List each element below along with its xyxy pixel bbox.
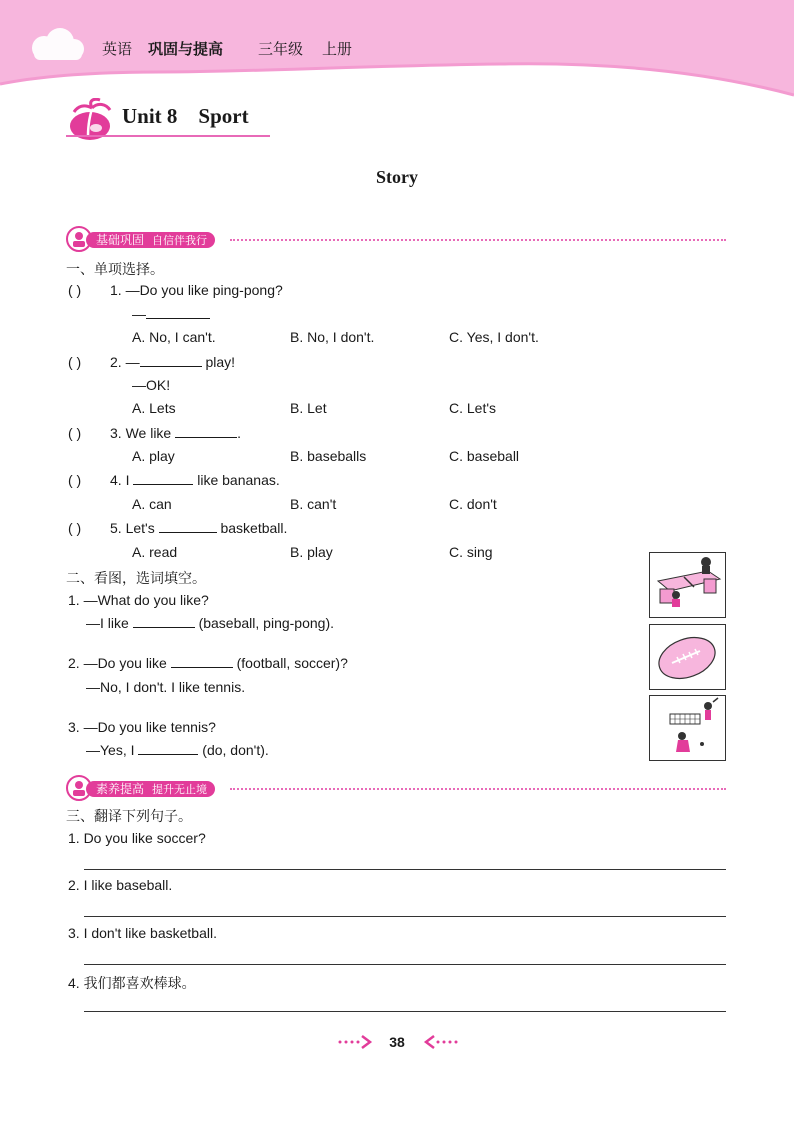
q1-option-c: C. Yes, I don't. (449, 329, 539, 345)
q5-stem: 5. Let's basketball. (110, 520, 288, 536)
answer-line-2[interactable] (84, 916, 726, 917)
header-grade: 三年级 (258, 41, 304, 58)
s2-item1-question: 1. —What do you like? (68, 592, 209, 608)
header-subject: 英语 (102, 41, 133, 58)
unit-title-underline (66, 135, 270, 137)
unit-title: Unit 8 Sport (122, 104, 249, 128)
ping-pong-picture (649, 552, 726, 618)
s2-item2-question: 2. —Do you like (football, soccer)? (68, 655, 348, 671)
s2-item3-question: 3. —Do you like tennis? (68, 719, 216, 735)
q3-paren: ( ) (68, 425, 82, 441)
banner-basic (66, 230, 728, 250)
section1-title: 一、单项选择。 (66, 261, 164, 277)
q1-answer-line: — (132, 306, 210, 322)
q1-option-b: B. No, I don't. (290, 329, 375, 345)
answer-line-4[interactable] (84, 1011, 726, 1012)
banner-basic-label: 基础巩固 (96, 233, 145, 247)
q3-option-b: B. baseballs (290, 448, 367, 464)
s3-item4: 4. 我们都喜欢棒球。 (68, 975, 196, 991)
tennis-player-icon (650, 696, 725, 760)
tennis-picture (649, 695, 726, 761)
s3-item1: 1. Do you like soccer? (68, 830, 206, 846)
banner-basic-sub: 自信伴我行 (152, 235, 208, 247)
section3-title: 三、翻译下列句子。 (66, 808, 192, 824)
q2-paren: ( ) (68, 354, 82, 370)
q4-stem: 4. I like bananas. (110, 472, 280, 488)
s3-item2: 2. I like baseball. (68, 877, 173, 893)
q4-option-b: B. can't (290, 496, 337, 512)
s2-item2-answer: —No, I don't. I like tennis. (86, 679, 246, 695)
answer-line-3[interactable] (84, 964, 726, 965)
q2-reply: —OK! (132, 377, 171, 393)
header-volume: 上册 (322, 41, 353, 58)
q2-option-a: A. Lets (132, 400, 176, 416)
banner-divider (230, 788, 726, 790)
banner-advanced (66, 779, 728, 799)
answer-line-1[interactable] (84, 869, 726, 870)
football-picture (649, 624, 726, 690)
section2-title: 二、看图，选词填空。 (66, 570, 206, 586)
q4-option-c: C. don't (449, 496, 497, 512)
q5-option-a: A. read (132, 544, 178, 560)
page-number: 38 (389, 1034, 405, 1050)
q5-option-b: B. play (290, 544, 333, 560)
q5-option-c: C. sing (449, 544, 493, 560)
q2-option-c: C. Let's (449, 400, 497, 416)
q5-paren: ( ) (68, 520, 82, 536)
s2-item3-answer: —Yes, I (do, don't). (86, 742, 269, 758)
q3-stem: 3. We like . (110, 425, 241, 441)
arrow-left-icon (420, 1034, 460, 1050)
football-icon (650, 625, 725, 689)
q2-option-b: B. Let (290, 400, 327, 416)
q1-paren: ( ) (68, 282, 82, 298)
q4-paren: ( ) (68, 472, 82, 488)
q2-stem: 2. — play! (110, 354, 236, 370)
s2-item1-answer: —I like (baseball, ping-pong). (86, 615, 334, 631)
q3-option-c: C. baseball (449, 448, 520, 464)
banner-divider (230, 239, 726, 241)
q1-stem: 1. —Do you like ping-pong? (110, 282, 283, 298)
banner-advanced-sub: 提升无止境 (152, 784, 208, 796)
q4-option-a: A. can (132, 496, 172, 512)
banner-advanced-label: 素养提高 (96, 782, 145, 796)
header-series: 巩固与提高 (148, 41, 224, 58)
q1-option-a: A. No, I can't. (132, 329, 216, 345)
story-title: Story (376, 167, 418, 187)
q3-option-a: A. play (132, 448, 175, 464)
s3-item3: 3. I don't like basketball. (68, 925, 217, 941)
ping-pong-table-icon (650, 553, 725, 617)
